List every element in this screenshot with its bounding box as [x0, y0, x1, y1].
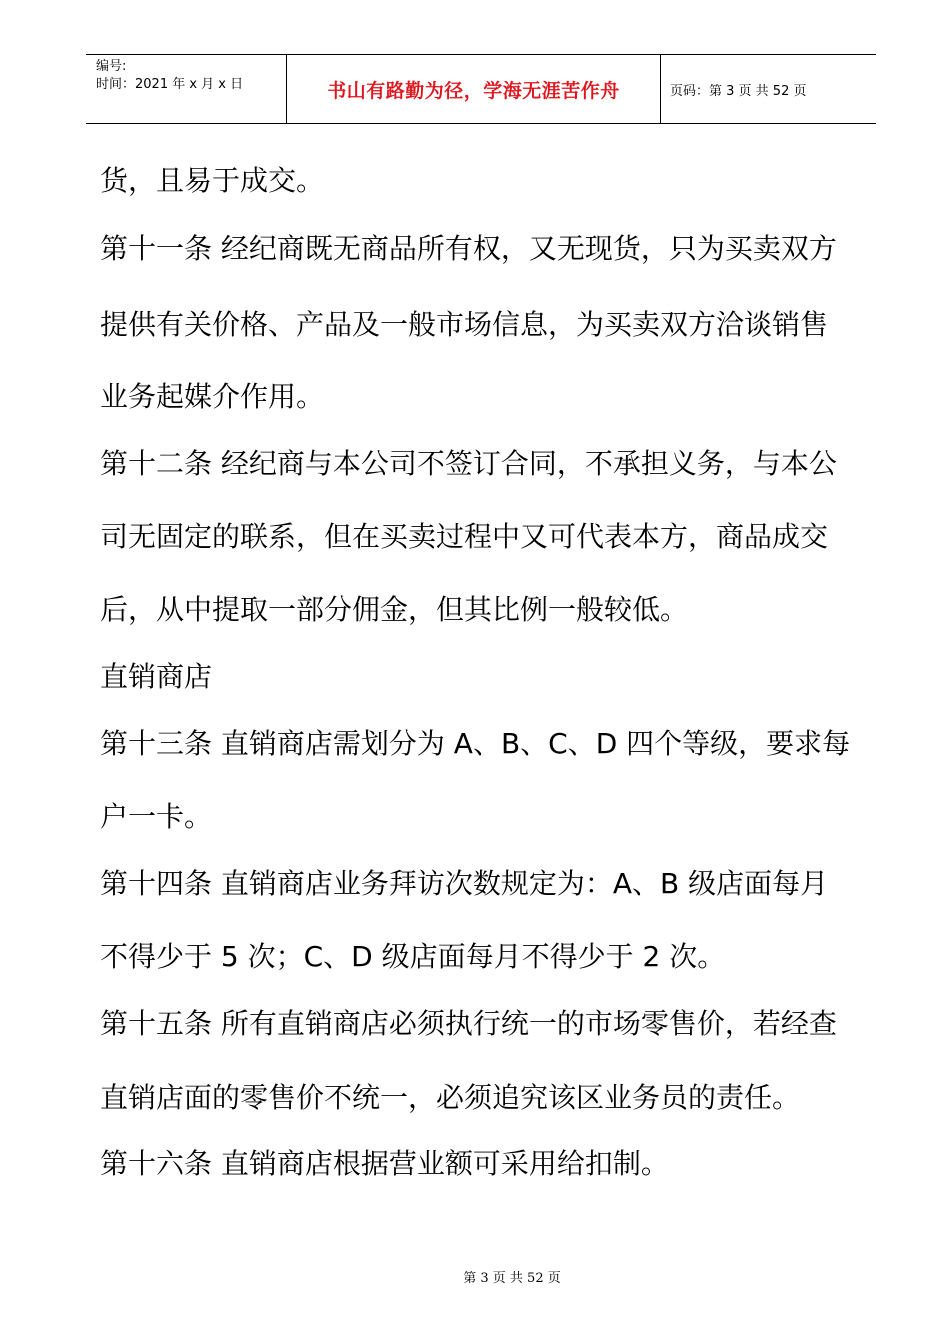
article-12-line-1: 第十二条 经纪商与本公司不签订合同，不承担义务，与本公: [100, 447, 837, 480]
article-13-line-2: 户一卡。: [100, 800, 213, 833]
article-11-line-2: 提供有关价格、产品及一般市场信息，为买卖双方洽谈销售: [100, 308, 829, 341]
article-12-line-2: 司无固定的联系，但在买卖过程中又可代表本方，商品成交: [100, 520, 829, 553]
article-13-line-1: 第十三条 直销商店需划分为 A、B、C、D 四个等级，要求每: [100, 727, 851, 760]
article-11-line-3: 业务起媒介作用。: [100, 380, 325, 413]
article-11-line-1: 第十一条 经纪商既无商品所有权，又无现货，只为买卖双方: [100, 232, 837, 265]
header-page-info: 页码：第 3 页 共 52 页: [670, 83, 807, 99]
page-footer: 第 3 页 共 52 页: [463, 1271, 561, 1286]
article-15-line-1: 第十五条 所有直销商店必须执行统一的市场零售价，若经查: [100, 1007, 837, 1040]
page-header: [86, 54, 876, 124]
article-15-line-2: 直销店面的零售价不统一，必须追究该区业务员的责任。: [100, 1081, 801, 1114]
section-heading: 直销商店: [100, 660, 213, 693]
article-12-line-3: 后，从中提取一部分佣金，但其比例一般较低。: [100, 593, 689, 626]
header-meta-cell: [86, 55, 287, 123]
body-line: 货，且易于成交。: [100, 164, 325, 197]
article-14-line-2: 不得少于 5 次；C、D 级店面每月不得少于 2 次。: [100, 940, 726, 973]
header-motto-cell: [287, 55, 661, 123]
document-time-label: 时间：2021 年 x 月 x 日: [96, 77, 244, 92]
document-number-label: 编号:: [96, 59, 127, 74]
header-page-cell: [661, 55, 876, 123]
article-16-line-1: 第十六条 直销商店根据营业额可采用给扣制。: [100, 1147, 669, 1180]
header-motto: 书山有路勤为径，学海无涯苦作舟: [327, 79, 620, 102]
article-14-line-1: 第十四条 直销商店业务拜访次数规定为：A、B 级店面每月: [100, 867, 829, 900]
